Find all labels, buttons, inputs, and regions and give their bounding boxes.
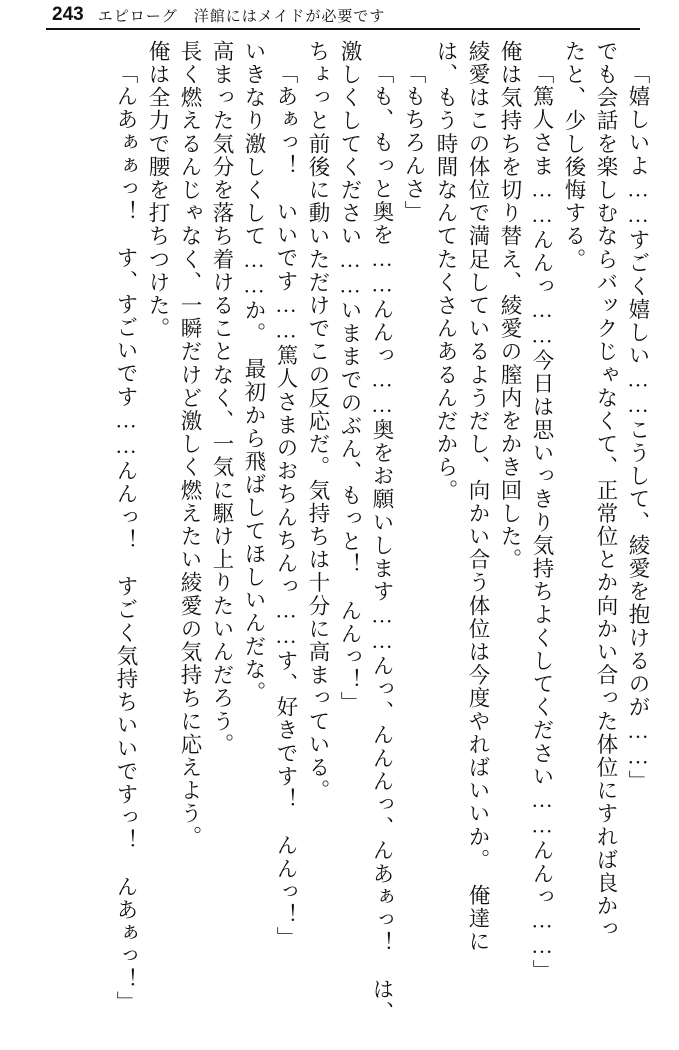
text-line: 「あぁっ！ いいです……篤人さまのおちんちんっ……す、好きです！ んんっ！」 — [274, 62, 298, 950]
vertical-text-body — [34, 40, 648, 1030]
header-divider — [46, 28, 640, 30]
text-line: 「もちろんさ」 — [402, 62, 426, 224]
text-line: 綾愛はこの体位で満足しているようだし、向かい合う体位は今度やればいいか。 俺達に — [466, 40, 490, 954]
text-line: 俺は全力で腰を打ちつけた。 — [146, 40, 170, 341]
text-line: 「も、もっと奥を……んんっ……奥をお願いします……んっ、んんんっ、んあぁっ！ は、 — [370, 62, 394, 1025]
page-header — [0, 0, 679, 30]
text-line: 「嬉しいよ……すごく嬉しい……こうして、綾愛を抱けるのが……」 — [626, 62, 650, 794]
text-line: たと、少し後悔する。 — [562, 40, 586, 271]
text-line: 「んあぁぁっ！ す、すごいです……んんっ！ すごく気持ちいいですっ！ んあぁっ！」 — [114, 62, 138, 1015]
page-number: 243 — [52, 4, 84, 25]
text-line: でも会話を楽しむならバックじゃなくて、正常位とか向かい合った体位にすれば良かっ — [594, 40, 618, 941]
text-line: 「篤人さま……んんっ……今日は思いっきり気持ちよくしてください……んんっ……」 — [530, 62, 554, 983]
text-line: 俺は気持ちを切り替え、綾愛の膣内をかき回した。 — [498, 40, 522, 572]
text-line: 高まった気分を落ち着けることなく、一気に駆け上りたいんだろう。 — [210, 40, 234, 757]
text-line: は、もう時間なんてたくさんあるんだから。 — [434, 40, 458, 502]
text-line: 激しくしてください……いままでのぶん、もっと！ んんっ！」 — [338, 40, 362, 715]
text-line: ちょっと前後に動いただけでこの反応だ。気持ちは十分に高まっている。 — [306, 40, 330, 803]
text-line: いきなり激しくして……か。 最初から飛ばしてほしいんだな。 — [242, 40, 266, 705]
running-title: エピローグ 洋館にはメイドが必要です — [97, 7, 386, 25]
text-line: 長く燃えるんじゃなく、一瞬だけど激しく燃えたい綾愛の気持ちに応えよう。 — [178, 40, 202, 849]
